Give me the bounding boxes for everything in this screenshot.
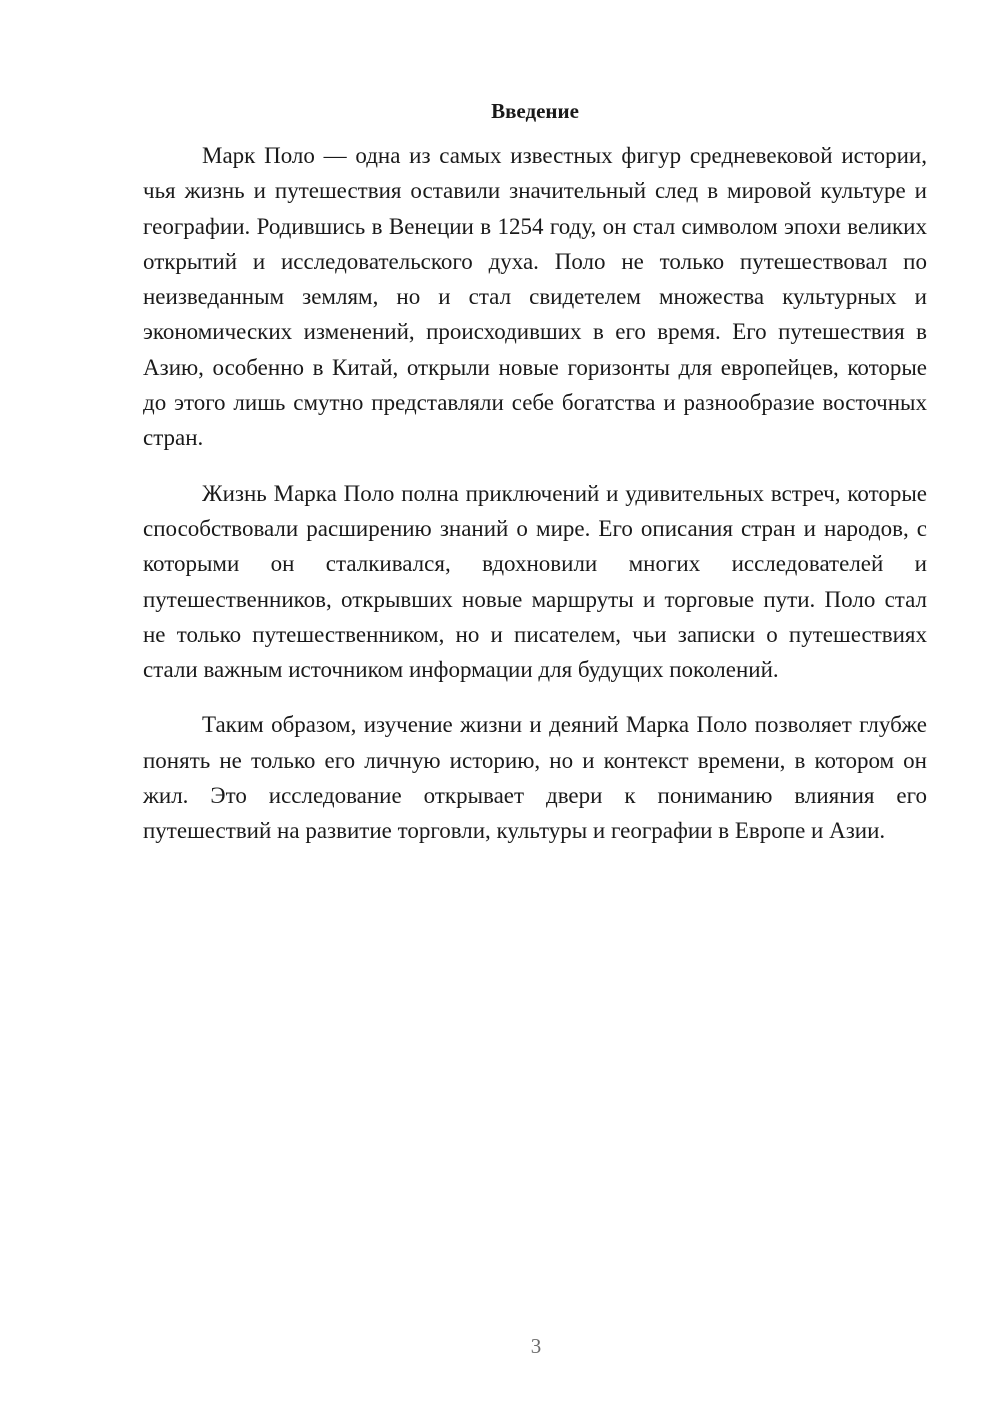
section-heading: Введение <box>491 99 579 123</box>
paragraph-2: Жизнь Марка Поло полна приключений и удивительных встреч, которые способствовали расширению знаний о мире. Его описания стран и народов, с которыми он сталкивался, вдохновили многих исследователей и путешественников, открывших новые маршруты и торговые пути. Поло стал не только путешественником, но и писателем, чьи записки о путешествиях стали важным источником информации для будущих поколений. <box>143 480 927 683</box>
paragraph-3: Таким образом, изучение жизни и деяний Марка Поло позволяет глубже понять не только его личную историю, но и контекст времени, в котором он жил. Это исследование открывает двери к пониманию влияния его путешествий на развитие торговли, культуры и географии в Европе и Азии. <box>143 712 927 844</box>
paragraph-1: Марк Поло — одна из самых известных фигур средневековой истории, чья жизнь и путешествия оставили значительный след в мировой культуре и географии. Родившись в Венеции в 1254 году, он стал символом эпохи великих открытий и исследовательского духа. Поло не только путешествовал по неизведанным землям, но и стал свидетелем множества культурных и экономических изменений, происходивших в его время. Его путешествия в Азию, особенно в Китай, открыли новые горизонты для европейцев, которые до этого лишь смутно представляли себе богатства и разнообразие восточных стран. <box>143 143 927 451</box>
page-content <box>143 96 927 869</box>
page-number: 3 <box>530 1334 542 1358</box>
